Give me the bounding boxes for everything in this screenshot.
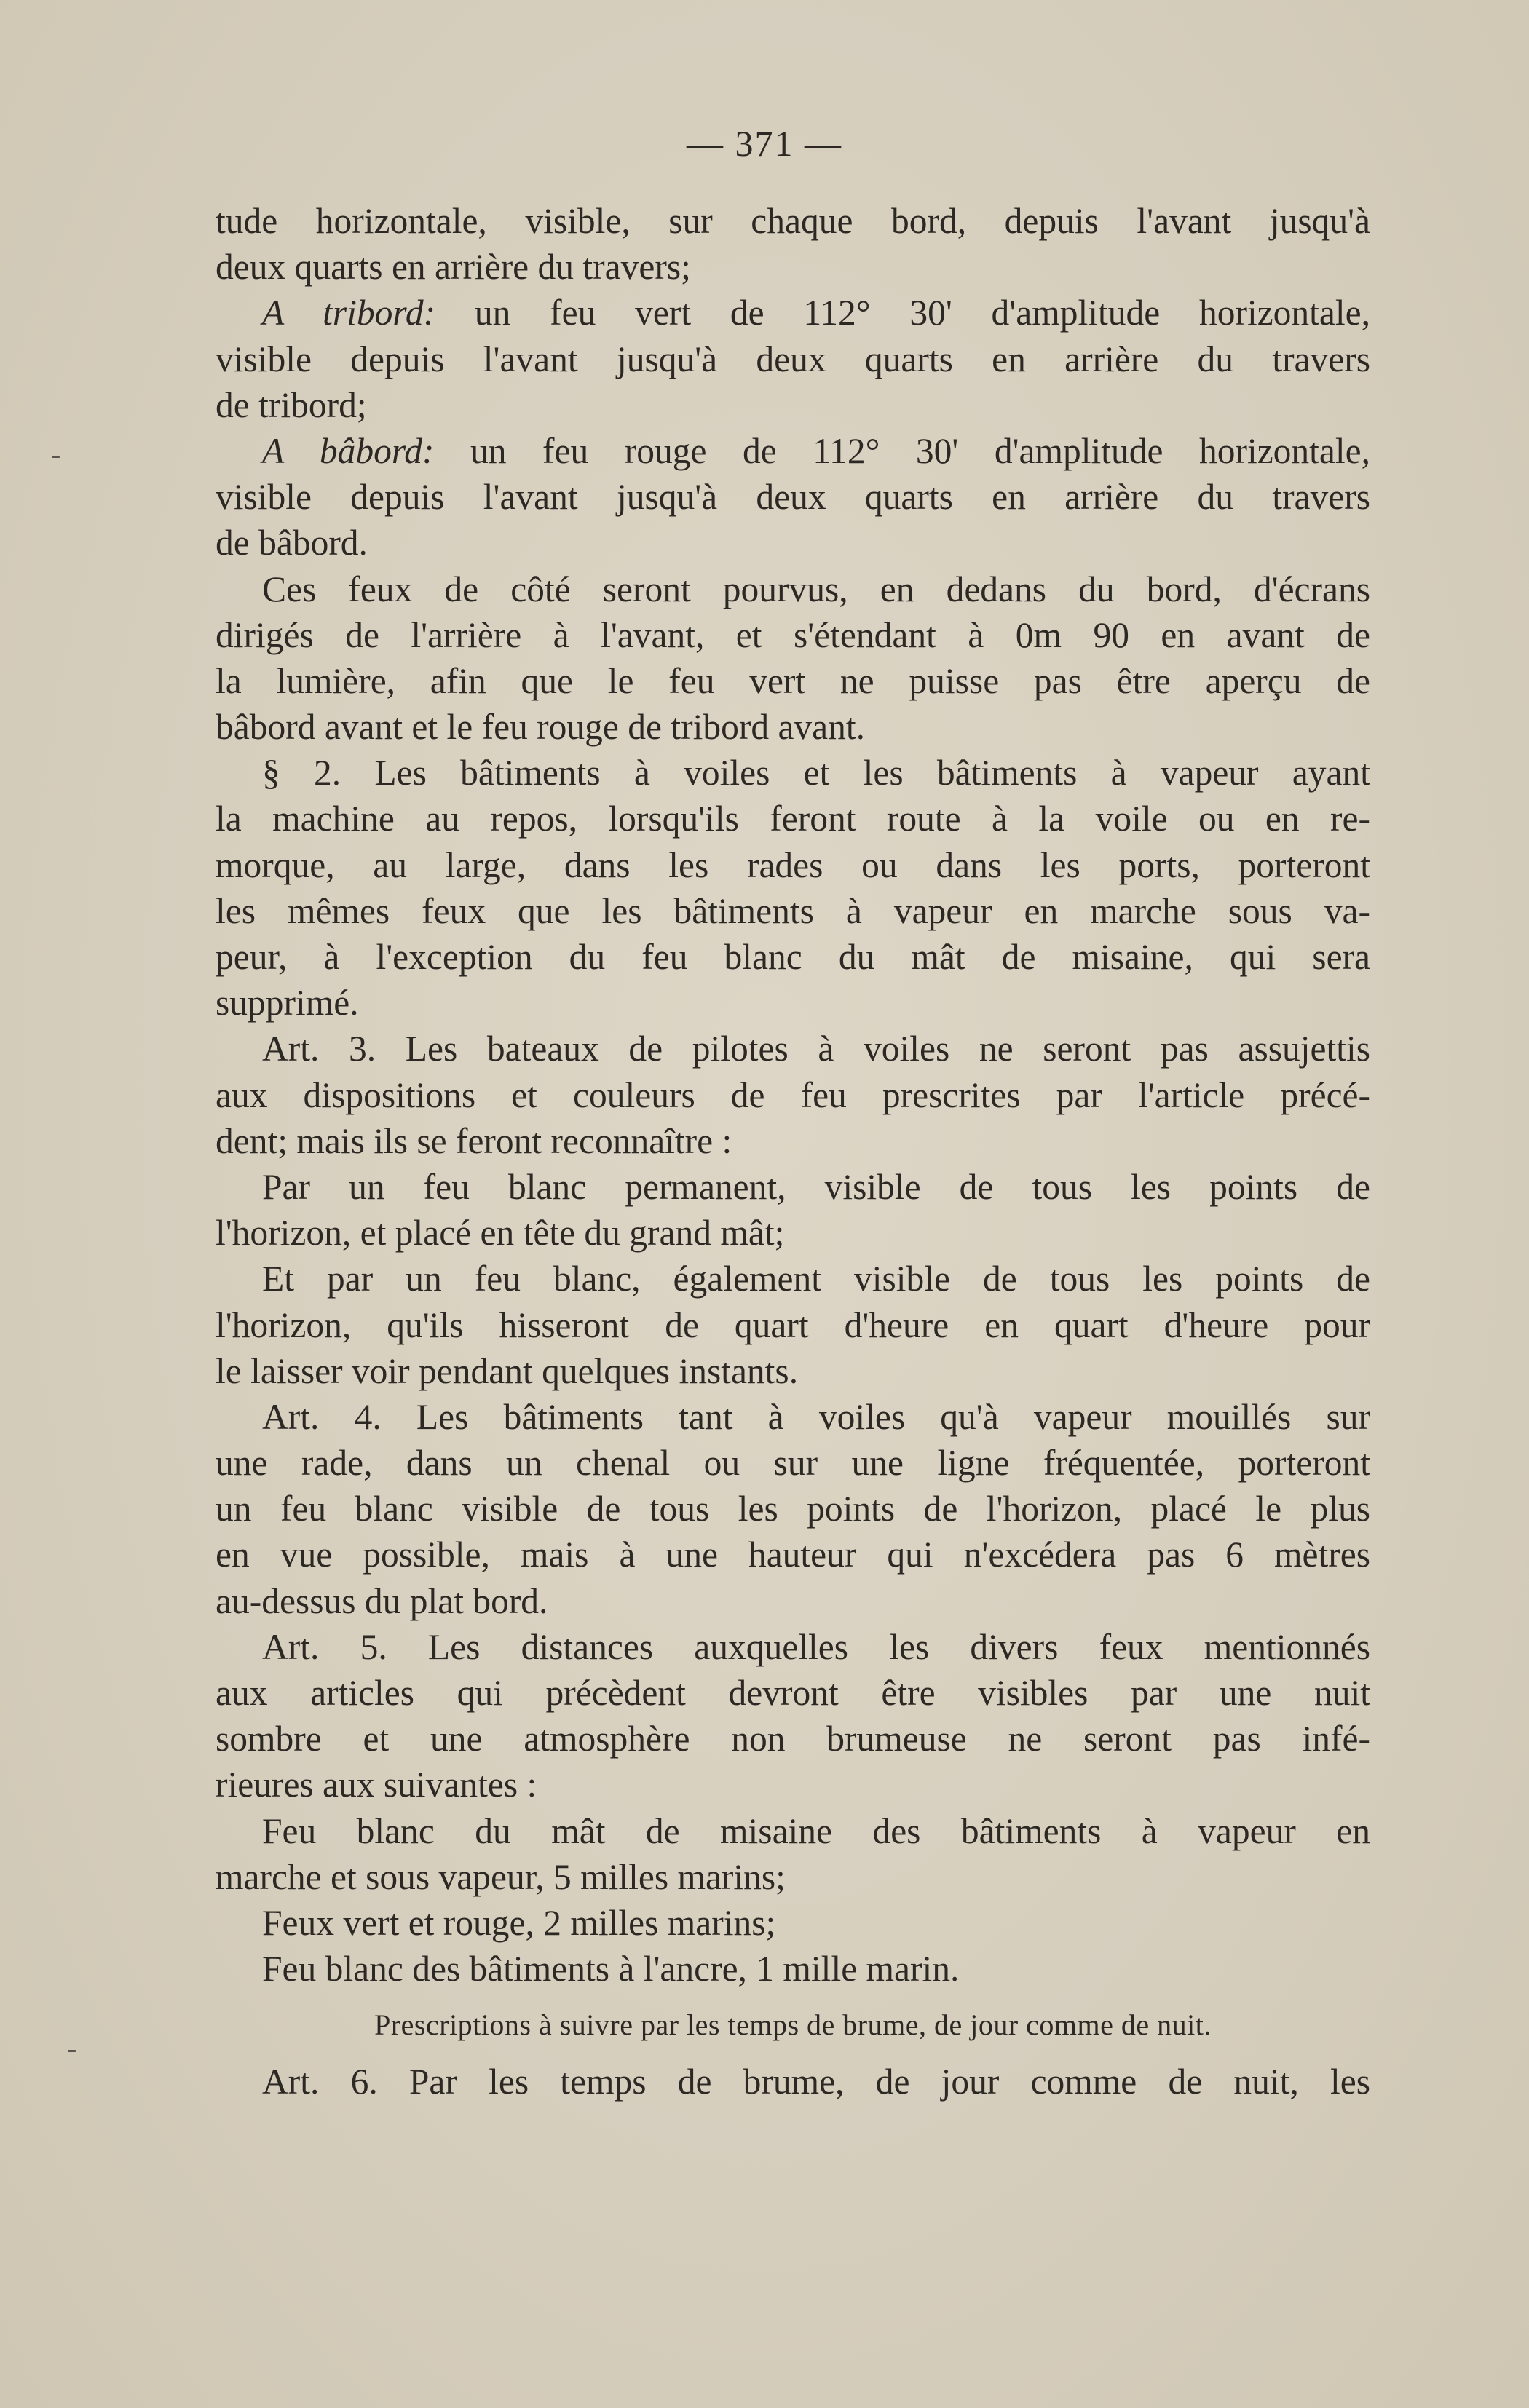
text-line: dirigés de l'arrière à l'avant, et s'étendant à 0m 90 en avant de	[216, 614, 1370, 655]
text-line: visible depuis l'avant jusqu'à deux quarts en arrière du travers	[216, 477, 1370, 518]
text-line: Ces feux de côté seront pourvus, en dedans du bord, d'écrans	[262, 569, 1370, 609]
text-line: rieures aux suivantes :	[216, 1765, 537, 1805]
text-segment: un feu vert de 112° 30' d'amplitude horizontale,	[435, 293, 1370, 333]
margin-mark: -	[67, 2032, 77, 2064]
text-line: aux dispositions et couleurs de feu prescrites par l'article précé-	[216, 1074, 1370, 1115]
text-line: de bâbord.	[216, 523, 368, 563]
text-line: en vue possible, mais à une hauteur qui n'excédera pas 6 mètres	[216, 1534, 1370, 1575]
text-line: supprimé.	[216, 983, 359, 1023]
text-line: Par un feu blanc permanent, visible de tous les points de	[262, 1166, 1370, 1207]
text-line: Art. 6. Par les temps de brume, de jour comme de nuit, les	[262, 2061, 1370, 2102]
text-line: peur, à l'exception du feu blanc du mât de misaine, qui sera	[216, 937, 1370, 977]
text-line: sombre et une atmosphère non brumeuse ne seront pas infé-	[216, 1719, 1370, 1759]
text-line: Feu blanc des bâtiments à l'ancre, 1 mille marin.	[262, 1949, 960, 1989]
text-line: bâbord avant et le feu rouge de tribord avant.	[216, 707, 866, 748]
text-line: de tribord;	[216, 384, 367, 425]
text-line: deux quarts en arrière du travers;	[216, 247, 691, 288]
text-line: visible depuis l'avant jusqu'à deux quarts en arrière du travers	[216, 338, 1370, 379]
text-line	[216, 428, 1370, 474]
text-line: tude horizontale, visible, sur chaque bord, depuis l'avant jusqu'à	[216, 201, 1370, 241]
text-line: dent; mais ils se feront reconnaître :	[216, 1120, 732, 1161]
margin-mark: -	[51, 437, 61, 470]
text-line: § 2. Les bâtiments à voiles et les bâtiments à vapeur ayant	[262, 753, 1370, 793]
text-line: aux articles qui précèdent devront être visibles par une nuit	[216, 1673, 1370, 1713]
text-line: Art. 5. Les distances auxquelles les divers feux mentionnés	[262, 1626, 1370, 1667]
text-line: Feu blanc du mât de misaine des bâtiments à vapeur en	[262, 1810, 1370, 1851]
text-line: une rade, dans un chenal ou sur une ligne fréquentée, porteront	[216, 1443, 1370, 1484]
text-line: l'horizon, et placé en tête du grand mât;	[216, 1213, 785, 1253]
italic-term: A bâbord:	[262, 430, 435, 471]
text-line: au-dessus du plat bord.	[216, 1580, 548, 1621]
text-segment: un feu rouge de 112° 30' d'amplitude horizontale,	[434, 430, 1370, 471]
text-line: le laisser voir pendant quelques instants.	[216, 1350, 799, 1391]
text-line: l'horizon, qu'ils hisseront de quart d'heure en quart d'heure pour	[216, 1304, 1370, 1345]
italic-term: A tribord:	[262, 293, 436, 333]
text-line: Art. 3. Les bateaux de pilotes à voiles ne seront pas assujettis	[262, 1029, 1370, 1069]
text-line: marche et sous vapeur, 5 milles marins;	[216, 1856, 786, 1897]
text-line: les mêmes feux que les bâtiments à vapeur en marche sous va-	[216, 890, 1370, 931]
text-line: Art. 4. Les bâtiments tant à voiles qu'à vapeur mouillés sur	[262, 1396, 1370, 1437]
page-number: — 371 —	[687, 123, 842, 164]
section-subheading: Prescriptions à suivre par les temps de brume, de jour comme de nuit.	[374, 2008, 1212, 2042]
text-line: morque, au large, dans les rades ou dans les ports, porteront	[216, 844, 1370, 885]
page-body	[216, 198, 1370, 2104]
text-line: la lumière, afin que le feu vert ne puisse pas être aperçu de	[216, 660, 1370, 701]
text-line: Et par un feu blanc, également visible de tous les points de	[262, 1259, 1370, 1299]
text-line: un feu blanc visible de tous les points de l'horizon, placé le plus	[216, 1489, 1370, 1529]
text-line: la machine au repos, lorsqu'ils feront route à la voile ou en re-	[216, 799, 1370, 839]
text-line	[216, 290, 1370, 336]
text-line: Feux vert et rouge, 2 milles marins;	[262, 1902, 776, 1943]
